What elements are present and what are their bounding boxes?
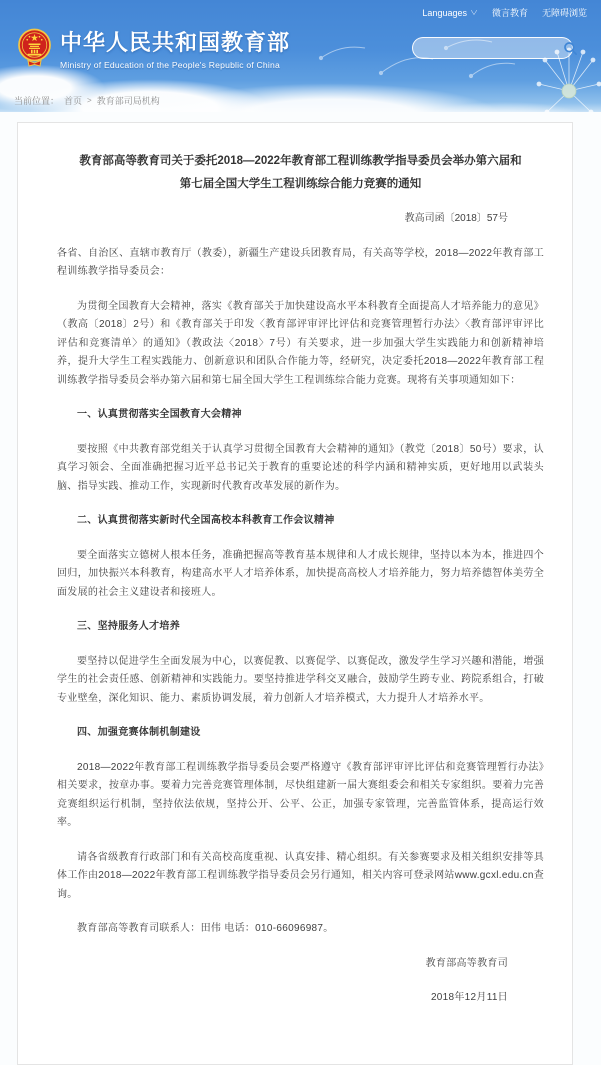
national-emblem-icon [18,27,51,70]
document-body [57,245,544,1008]
document-number: 教高司函〔2018〕57号 [404,213,508,224]
site-logo-link[interactable] [18,26,290,70]
doc-paragraph: 要坚持以促进学生全面发展为中心，以赛促教、以赛促学、以赛促改，激发学生学习兴趣和潜能，增强学生的社会责任感、创新精神和实践能力。要坚持推进学科交叉融合，鼓励学生跨专业、跨院系组合，打破专业壁垒，深化知识、能力、素质协调发展，着力创新人才培养模式，大力提升人才培养水平。 [57,655,544,704]
accessibility-link[interactable]: 无障碍浏览 [541,8,587,18]
languages-link[interactable] [422,8,478,18]
search-icon [563,41,578,56]
doc-paragraph: 请各省级教育行政部门和有关高校高度重视、认真安排、精心组织。有关参赛要求及相关组织安排等具体工作由2018—2022年教育部工程训练教学指导委员会另行通知，相关内容可登录网站www.gcxl.edu.cn查询。 [57,851,544,900]
search-input[interactable] [413,38,563,58]
doc-paragraph: 为贯彻全国教育大会精神，落实《教育部关于加快建设高水平本科教育全面提高人才培养能力的意见》（教高〔2018〕2号）和《教育部关于印发〈教育部评审评比评估和竞赛管理暂行办法〉〈教育部评审评比评估和竞赛清单〉的通知》（教政法〈2018〉7号）有关要求，进一步加强大学生实践能力和创新精神培养，提升大学生工程实践能力、创新意识和团队合作能力等，经研究，决定委托2018—2022年教育部工程训练教学指导委员会举办第六届和第七届全国大学生工程训练综合能力竞赛。现将有关事项通知如下： [57,300,544,386]
breadcrumb-prefix: 当前位置： [14,96,60,106]
section-heading: 二、认真贯彻落实新时代全国高校本科教育工作会议精神 [77,515,335,526]
breadcrumb [14,94,160,107]
doc-paragraph: 要全面落实立德树人根本任务，准确把握高等教育基本规律和人才成长规律，坚持以本为本，推进四个回归，加快振兴本科教育，构建高水平人才培养体系，加快提高高校人才培养能力，努力培养德智体美劳全面发展的社会主义建设者和接班人。 [57,549,544,598]
breadcrumb-department-link[interactable]: 教育部司局机构 [96,96,160,106]
doc-paragraph: 教育部高等教育司 [425,957,508,969]
doc-paragraph: 各省、自治区、直辖市教育厅（教委），新疆生产建设兵团教育局，有关高等学校，2018—2022年教育部工程训练教学指导委员会： [57,247,544,277]
doc-paragraph: 教育部高等教育司联系人：田伟 电话：010-66096987。 [77,923,334,934]
doc-paragraph: 2018—2022年教育部工程训练教学指导委员会要严格遵守《教育部评审评比评估和竞赛管理暂行办法》相关要求，按章办事。要着力完善竞赛管理体制，尽快组建新一届大赛组委会和相关专家组织。要着力完善竞赛组织运行机制，坚持依法依规，坚持公开、公平、公正，加强专家管理，完善监管体系，提高运行效率。 [57,761,544,828]
document-title [63,150,538,196]
doc-paragraph: 2018年12月11日 [430,992,508,1003]
site-title-cn: 中华人民共和国教育部 [60,30,291,55]
section-heading: 三、坚持服务人才培养 [77,621,180,632]
site-header [0,0,601,112]
document-card [17,122,573,1065]
weiyan-education-link[interactable]: 微言教育 [491,8,528,18]
chevron-down-icon: ∨ [469,8,478,16]
document-title-line2: 第七届全国大学生工程训练综合能力竞赛的通知 [179,178,422,190]
site-title-en: Ministry of Education of the People's Republic of China [60,60,280,70]
search-button[interactable] [563,37,578,59]
breadcrumb-separator: > [87,96,92,105]
section-heading: 一、认真贯彻落实全国教育大会精神 [77,409,242,420]
search-box [412,37,573,59]
header-top-links [422,6,587,19]
section-heading: 四、加强竞赛体制机制建设 [77,727,201,738]
languages-label: Languages [422,7,467,18]
document-title-line1: 教育部高等教育司关于委托2018—2022年教育部工程训练教学指导委员会举办第六届和 [79,155,522,167]
breadcrumb-home-link[interactable]: 首页 [64,96,83,106]
doc-paragraph: 要按照《中共教育部党组关于认真学习贯彻全国教育大会精神的通知》（教党〔2018〕50号）要求，认真学习领会、全面准确把握习近平总书记关于教育的重要论述的科学内涵和精神实质，更好地用以武装头脑、指导实践、推动工作，实现新时代教育改革发展的新作为。 [57,443,544,492]
brand-text [60,26,290,70]
